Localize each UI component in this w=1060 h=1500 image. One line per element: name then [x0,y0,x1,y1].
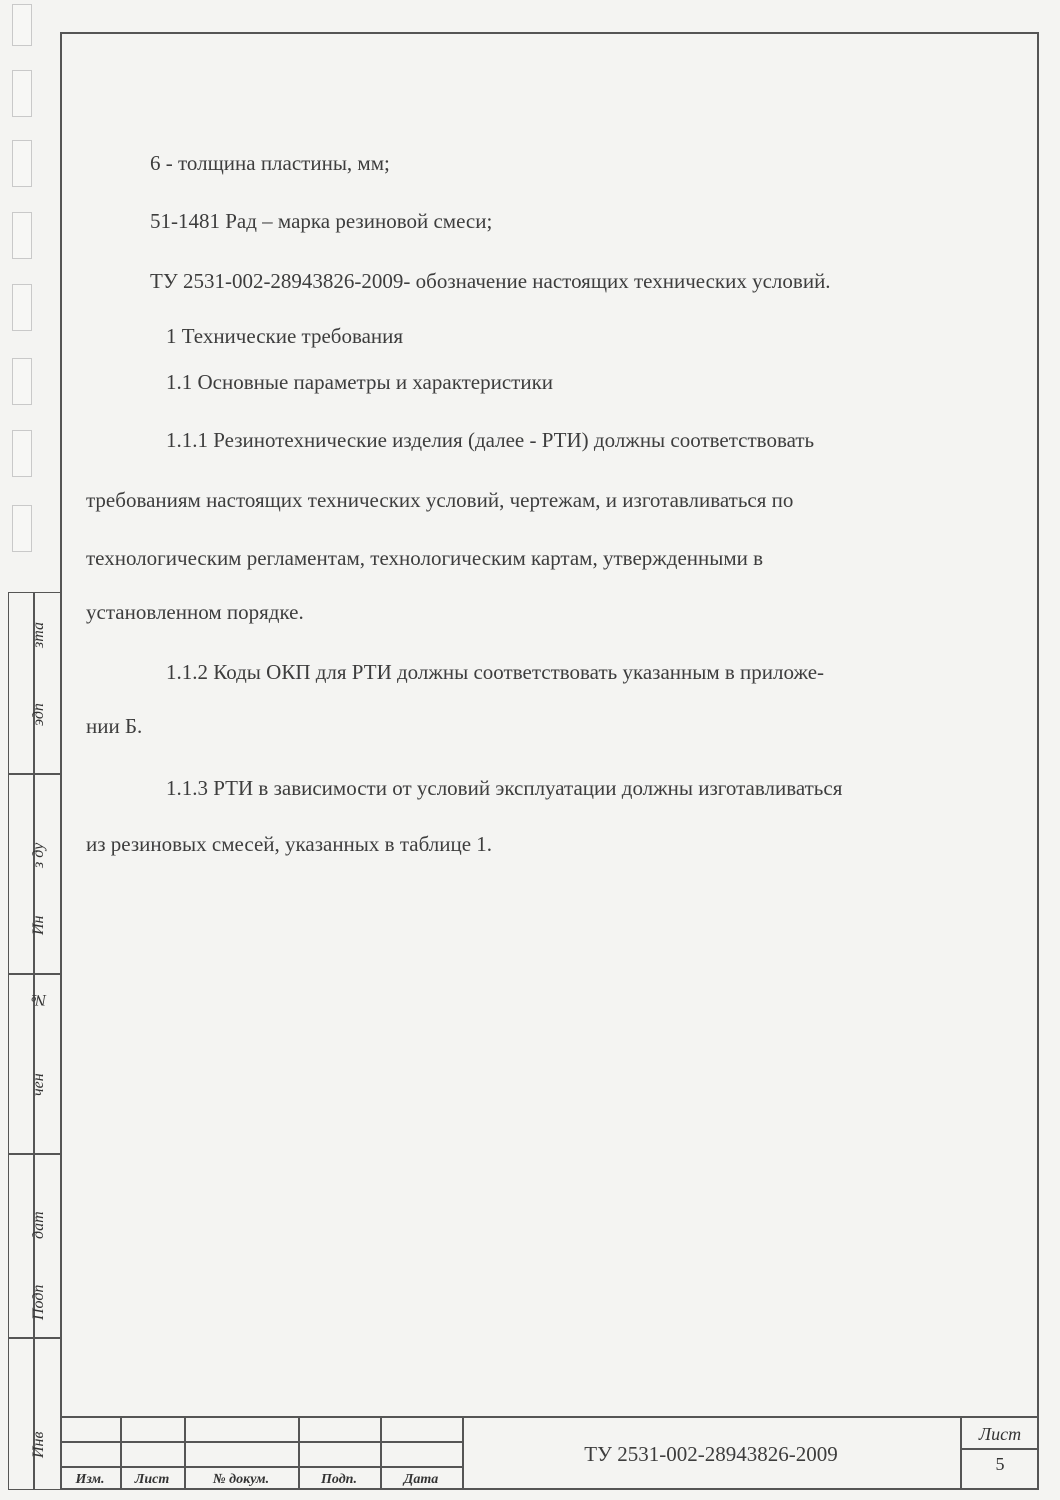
body-line: 1.1.3 РТИ в зависимости от условий эксплуатации должны изготавливаться [166,776,843,800]
body-line: установленном порядке. [86,600,304,624]
side-stamp-label: чен [30,1073,47,1097]
side-stamp-label: № [30,991,47,1009]
sheet-label: Лист [978,1424,1022,1444]
side-stamp-label: эдп [30,703,47,727]
body-line: 1.1.1 Резинотехнические изделия (далее - РТИ) должны соответствовать [166,428,815,452]
col-label-signature: Подп. [321,1472,357,1487]
side-stamp-label: з ду [30,842,47,868]
side-stamp-label: дат [30,1211,47,1239]
sheet-number: 5 [995,1454,1005,1474]
title-block-grid [60,1416,462,1490]
body-line: ТУ 2531-002-28943826-2009- обозначение настоящих технических условий. [150,269,831,293]
page-frame [60,32,1039,1490]
side-stamp-label: Подп [30,1284,47,1320]
body-line: 51-1481 Рад – марка резиновой смеси; [150,209,493,233]
side-stamp-label: Ин [30,915,47,935]
col-label-sheet: Лист [134,1472,170,1487]
body-line: нии Б. [86,714,143,738]
body-line: технологическим регламентам, технологическим картам, утвержденными в [86,546,764,570]
section-heading: 1 Технические требования [166,324,404,348]
col-label-change: Изм. [75,1472,105,1487]
document-code: ТУ 2531-002-28943826-2009 [584,1442,838,1466]
side-stamp-label: зта [30,622,47,648]
body-line: 6 - толщина пластины, мм; [150,151,390,175]
col-label-doc-number: № докум. [212,1472,270,1487]
side-stamp-label: Инв [30,1431,47,1459]
body-line: требованиям настоящих технических условий, чертежам, и изготавливаться по [86,488,794,512]
subsection-heading: 1.1 Основные параметры и характеристики [166,370,554,394]
col-label-date: Дата [403,1472,439,1487]
body-line: 1.1.2 Коды ОКП для РТИ должны соответствовать указанным в приложе- [166,660,825,684]
body-line: из резиновых смесей, указанных в таблице 1. [86,832,493,856]
